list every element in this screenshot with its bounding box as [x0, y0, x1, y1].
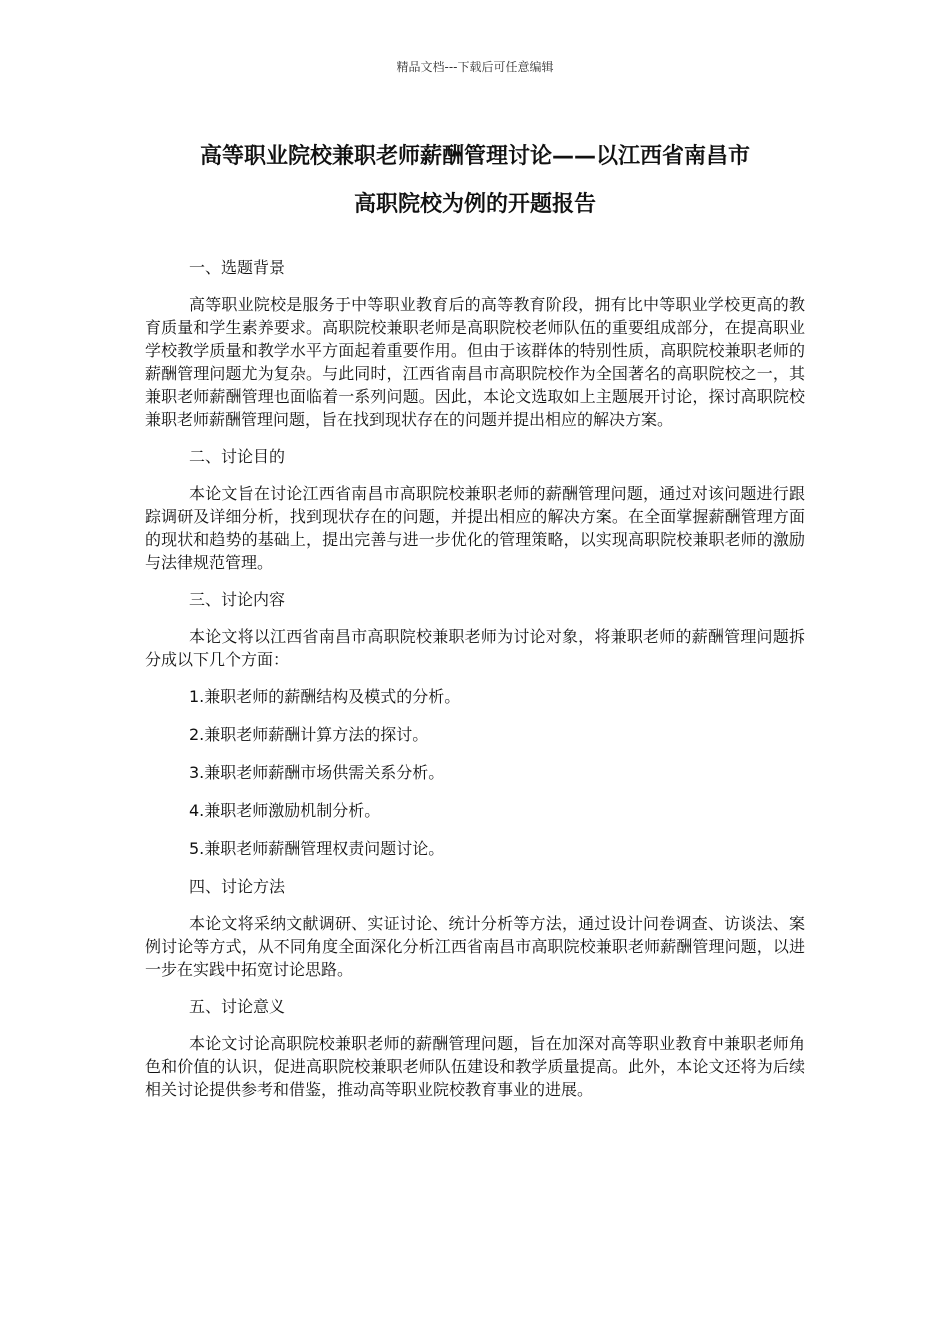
content-list-item-4: 4.兼职老师激励机制分析。 — [189, 801, 381, 820]
content-list-item-2: 2.兼职老师薪酬计算方法的探讨。 — [189, 725, 429, 744]
section-paragraph-background: 高等职业院校是服务于中等职业教育后的高等教育阶段，拥有比中等职业学校更高的教育质量和学生素养要求。高职院校兼职老师是高职院校老师队伍的重要组成部分，在提高职业学校教学质量和教学水平方面起着重要作用。但由于该群体的特别性质，高职院校兼职老师的薪酬管理问题尤为复杂。与此同时，江西省南昌市高职院校作为全国著名的高职院校之一，其兼职老师薪酬管理也面临着一系列问题。因此，本论文选取如上主题展开讨论，探讨高职院校兼职老师薪酬管理问题，旨在找到现状存在的问题并提出相应的解决方案。 — [145, 295, 805, 429]
title-line-1: 高等职业院校兼职老师薪酬管理讨论——以江西省南昌市 — [199, 144, 750, 169]
section-paragraph-method: 本论文将采纳文献调研、实证讨论、统计分析等方法，通过设计问卷调查、访谈法、案例讨论等方式，从不同角度全面深化分析江西省南昌市高职院校兼职老师薪酬管理问题，以进一步在实践中拓宽讨论思路。 — [145, 914, 805, 979]
document-title — [120, 133, 830, 229]
content-list-item-5: 5.兼职老师薪酬管理权责问题讨论。 — [189, 839, 445, 858]
section-heading-content: 三、讨论内容 — [189, 590, 286, 609]
section-paragraph-significance: 本论文讨论高职院校兼职老师的薪酬管理问题，旨在加深对高等职业教育中兼职老师角色和价值的认识，促进高职院校兼职老师队伍建设和教学质量提高。此外，本论文还将为后续相关讨论提供参考和借鉴，推动高等职业院校教育事业的进展。 — [145, 1034, 805, 1099]
header-note: 精品文档---下载后可任意编辑 — [396, 60, 554, 74]
content-list-item-1: 1.兼职老师的薪酬结构及模式的分析。 — [189, 687, 461, 706]
section-heading-significance: 五、讨论意义 — [189, 997, 286, 1016]
section-heading-method: 四、讨论方法 — [189, 877, 286, 896]
section-heading-purpose: 二、讨论目的 — [189, 447, 286, 466]
title-line-2: 高职院校为例的开题报告 — [353, 192, 596, 217]
document-body — [145, 256, 805, 1115]
section-paragraph-content: 本论文将以江西省南昌市高职院校兼职老师为讨论对象，将兼职老师的薪酬管理问题拆分成以下几个方面： — [145, 627, 805, 669]
section-heading-background: 一、选题背景 — [189, 258, 286, 277]
section-paragraph-purpose: 本论文旨在讨论江西省南昌市高职院校兼职老师的薪酬管理问题，通过对该问题进行跟踪调研及详细分析，找到现状存在的问题，并提出相应的解决方案。在全面掌握薪酬管理方面的现状和趋势的基础上，提出完善与进一步优化的管理策略，以实现高职院校兼职老师的激励与法律规范管理。 — [145, 484, 805, 572]
content-list-item-3: 3.兼职老师薪酬市场供需关系分析。 — [189, 763, 445, 782]
